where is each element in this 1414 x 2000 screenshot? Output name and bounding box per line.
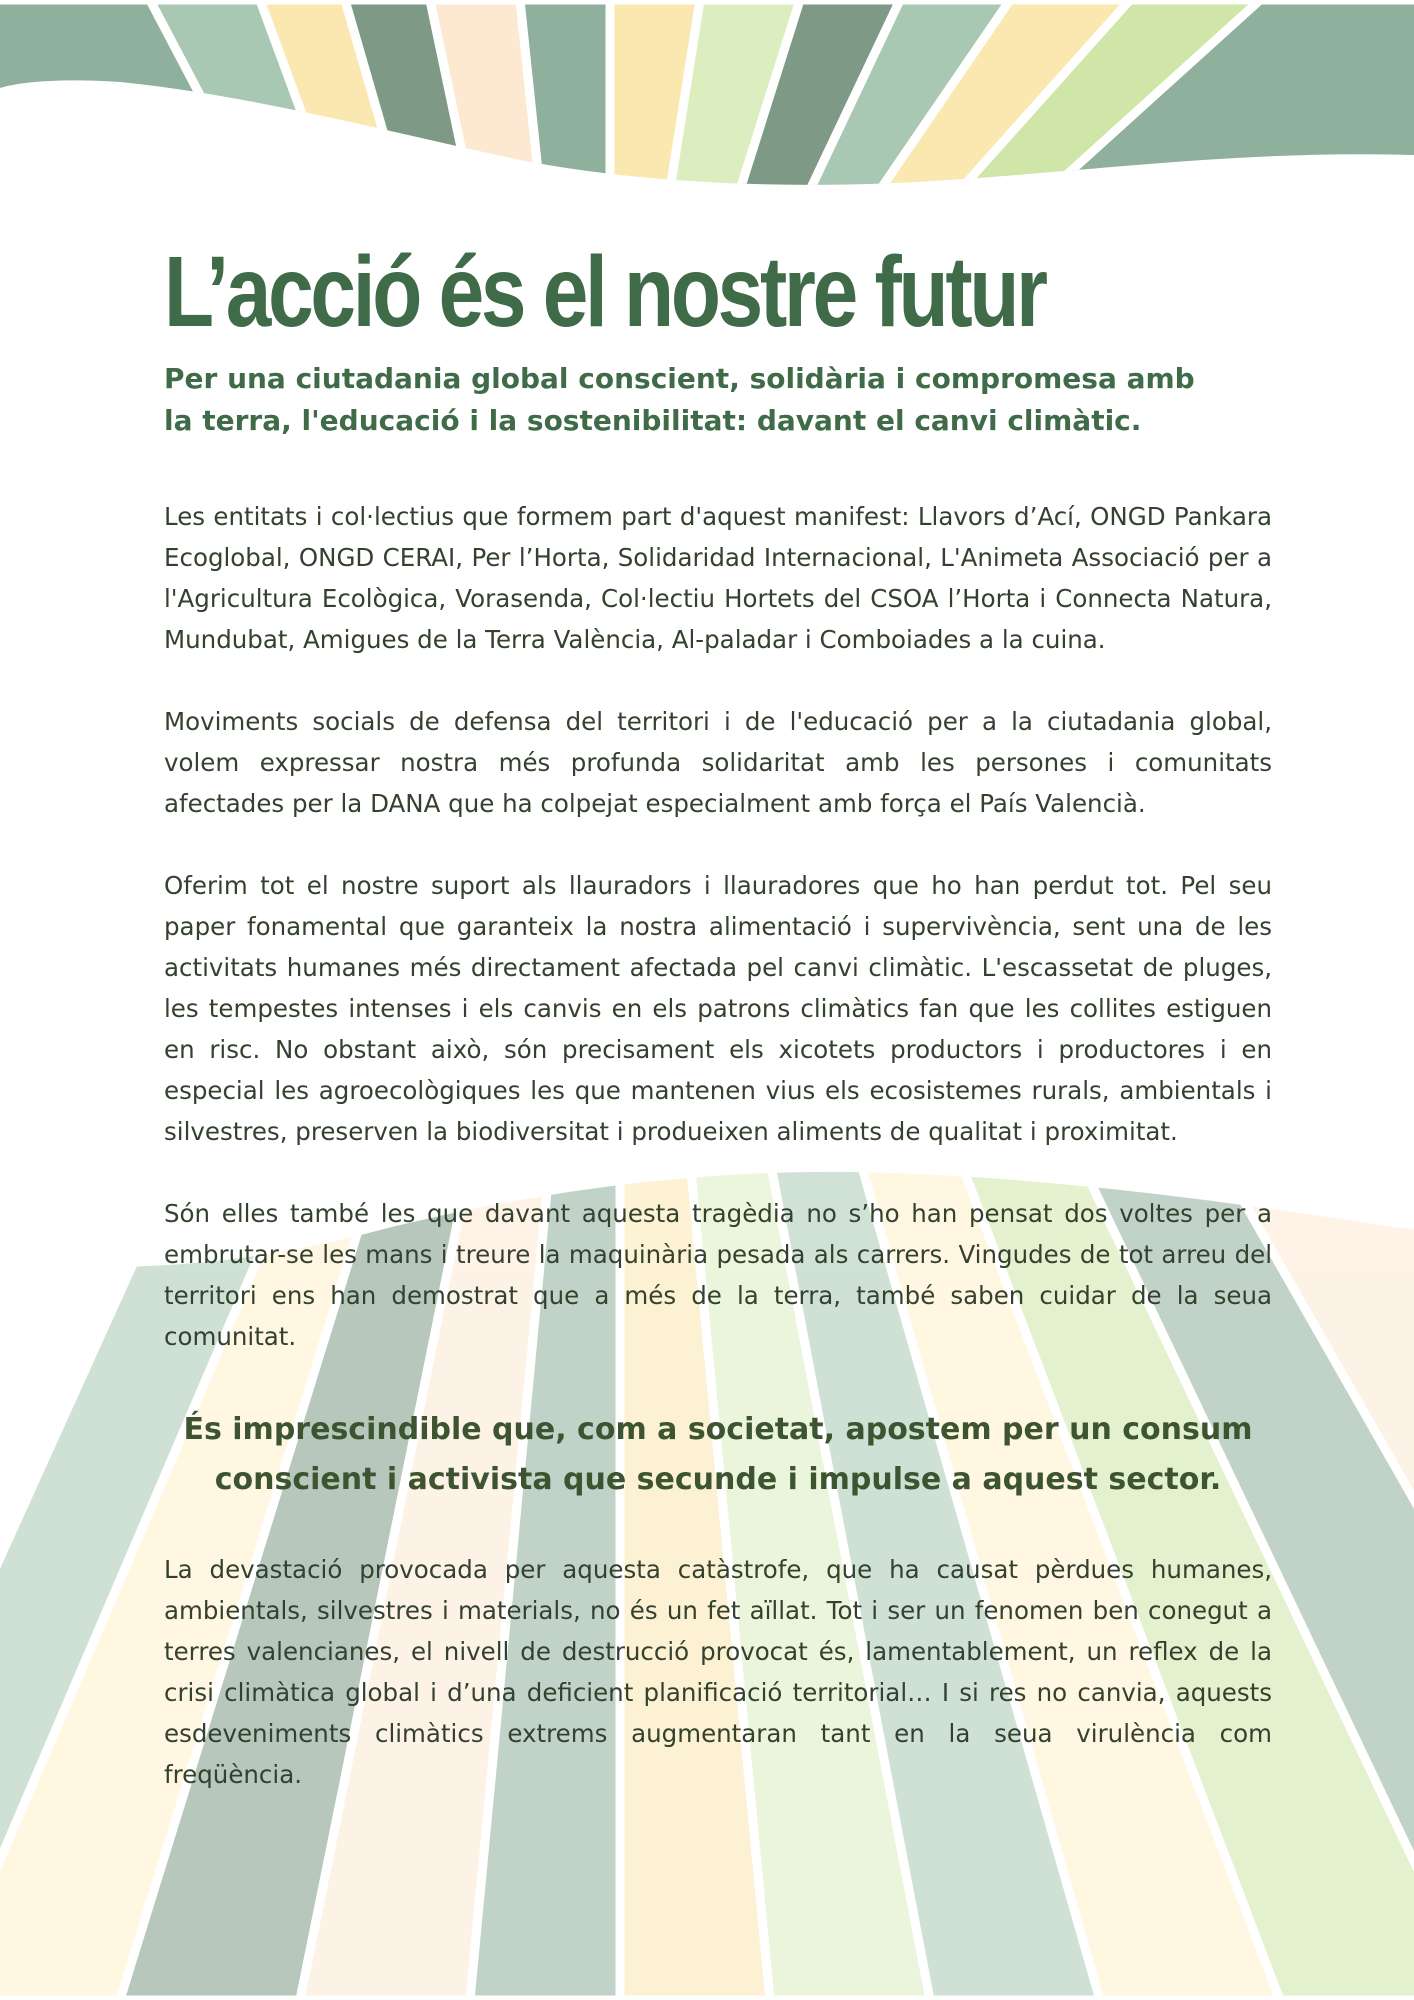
paragraph-entities: Les entitats i col·lectius que formem part d'aquest manifest: Llavors d’Ací, ONGD Pankara Ecoglobal, ONGD CERAI, Per l’Horta, Solidaridad Internacional, L'Animeta Associació per a l'Agricultura Ecològica, Vorasenda, Col·lectiu Hortets del CSOA l’Horta i Connecta Natura, Mundubat, Amigues de la Terra València, Al-paladar i Comboiades a la cuina.	[164, 502, 1272, 654]
page-subtitle: Per una ciutadania global conscient, solidària i compromesa amb la terra, l'educació i la sostenibilitat: davant el canvi climàtic.	[164, 362, 1195, 437]
page-title: L’acció és el nostre futur	[164, 236, 1045, 348]
paragraph-community: Són elles també les que davant aquesta tragèdia no s’ho han pensat dos voltes per a embrutar-se les mans i treure la maquinària pesada als carrers. Vingudes de tot arreu del territori ens han demostrat que a més de la terra, també saben cuidar de la seua comunitat.	[164, 1199, 1272, 1351]
paragraph-farmers: Oferim tot el nostre suport als llauradors i llauradores que ho han perdut tot. Pel seu paper fonamental que garanteix la nostra alimentació i supervivència, sent una de les activitats humanes més directament afectada pel canvi climàtic. L'escassetat de pluges, les tempestes intenses i els canvis en els patrons climàtics fan que les collites estiguen en risc. No obstant això, són precisament els xicotets productors i productores i en especial les agroecològiques les que mantenen vius els ecosistemes rurals, ambientals i silvestres, preserven la biodiversitat i produeixen aliments de qualitat i proximitat.	[164, 871, 1272, 1146]
top-decorative-stripes	[0, 0, 1414, 190]
paragraph-devastation: La devastació provocada per aquesta catàstrofe, que ha causat pèrdues humanes, ambientals, silvestres i materials, no és un fet aïllat. Tot i ser un fenomen ben conegut a terres valencianes, el nivell de destrucció provocat és, lamentablement, un reflex de la crisi climàtica global i d’una deficient planificació territorial… I si res no canvia, aquests esdeveniments climàtics extrems augmentaran tant en la seua virulència com freqüència.	[164, 1555, 1272, 1789]
highlight-statement: És imprescindible que, com a societat, apostem per un consum conscient i activista que secunde i impulse a aquest sector.	[183, 1412, 1253, 1497]
paragraph-solidarity: Moviments socials de defensa del territori i de l'educació per a la ciutadania global, volem expressar nostra més profunda solidaritat amb les persones i comunitats afectades per la DANA que ha colpejat especialment amb força el País Valencià.	[164, 707, 1272, 818]
manifesto-content	[164, 236, 1272, 1795]
